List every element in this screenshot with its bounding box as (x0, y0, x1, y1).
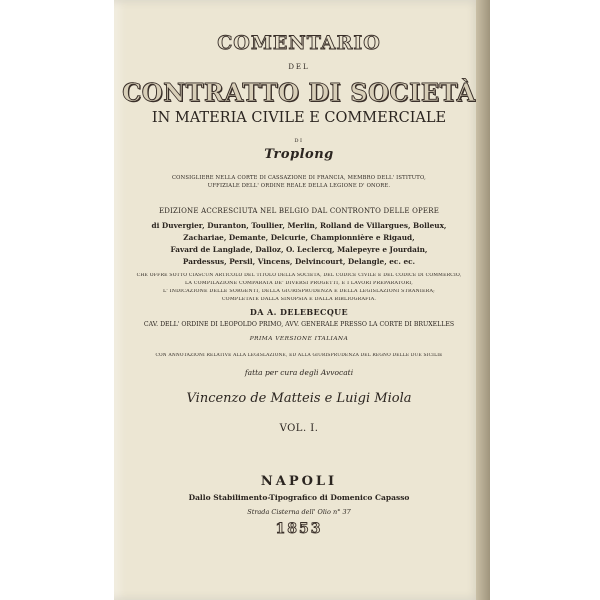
printer-address: Strada Cisterna dell' Olio n° 37 (247, 508, 351, 516)
description-2: LA COMPILAZIONE COMPARATA DE' DIVERSI PROGETTI, E I LAVORI PREPARATORI, (184, 281, 414, 286)
title-del: DEL (288, 63, 310, 71)
author-name: Troplong (264, 147, 334, 162)
editor-description: CAV. DELL' ORDINE DI LEOPOLDO PRIMO, AVV. GENERALE PRESSO LA CORTE DI BRUXELLES (143, 321, 455, 328)
volume-label: VOL. I. (279, 423, 319, 434)
cited-authors-3: Favard de Langlade, Dalloz, O. Leclercq, Malepeyre e Jourdain, (170, 245, 428, 254)
printer-name: Dallo Stabilimento-Tipografico di Domenico Capasso (188, 493, 410, 502)
cited-authors-1: di Duvergier, Duranton, Toullier, Merlin, Rolland de Villargues, Bolleux, (151, 221, 447, 230)
publication-year: 1853 (275, 521, 323, 537)
cited-authors-4: Pardessus, Persil, Vincens, Delvincourt, Delangle, ec. ec. (182, 257, 416, 266)
imprint-city: NAPOLI (260, 474, 338, 489)
cited-authors-2: Zachariae, Demante, Delcurie, Championnière e Rigaud, (183, 233, 415, 242)
author-description-1: CONSIGLIERE NELLA CORTE DI CASSAZIONE DI FRANCIA, MEMBRO DELL' ISTITUTO, (172, 175, 426, 181)
author-description-2: UFFIZIALE DELL' ORDINE REALE DELLA LEGIONE D' ONORE. (207, 183, 391, 189)
book-spine-edge (476, 0, 490, 600)
editor-name: DA A. DELEBECQUE (249, 307, 349, 317)
description-3: L' INDICAZIONE DELLE SORGENTI, DELLA GIURISPRUDENZA E DELLA LEGISLAZIONI STRANIERA; (163, 289, 435, 294)
version-note: PRIMA VERSIONE ITALIANA (249, 336, 349, 342)
title-materia: IN MATERIA CIVILE E COMMERCIALE (151, 110, 447, 126)
cura-note: fatta per cura degli Avvocati (244, 368, 354, 377)
title-comentario: COMENTARIO (217, 32, 381, 54)
translators: Vincenzo de Matteis e Luigi Miola (186, 391, 412, 406)
edition-note: EDIZIONE ACCRESCIUTA NEL BELGIO DAL CONTRONTO DELLE OPERE (158, 207, 440, 215)
description-1: CHE OFFRE SOTTO CIASCUN ARTICOLO DEL TITOLO DELLA SOCIETÀ, DEL CODICE CIVILE E DEL CODICE DI COMMERCIO, (136, 273, 462, 278)
title-page (114, 0, 484, 600)
title-di: DI (294, 138, 304, 144)
annotations-note: CON ANNOTAZIONI RELATIVE ALLA LEGISLAZIONE, ED ALLA GIURISPRUDENZA DEL REGNO DELLE DUE SICILIE (155, 353, 443, 358)
title-contratto: CONTRATTO DI SOCIETÀ (122, 78, 476, 107)
description-4: COMPLETATE DALLA SINOPSIA E DALLA BIBLIOGRAFIA. (221, 297, 377, 302)
